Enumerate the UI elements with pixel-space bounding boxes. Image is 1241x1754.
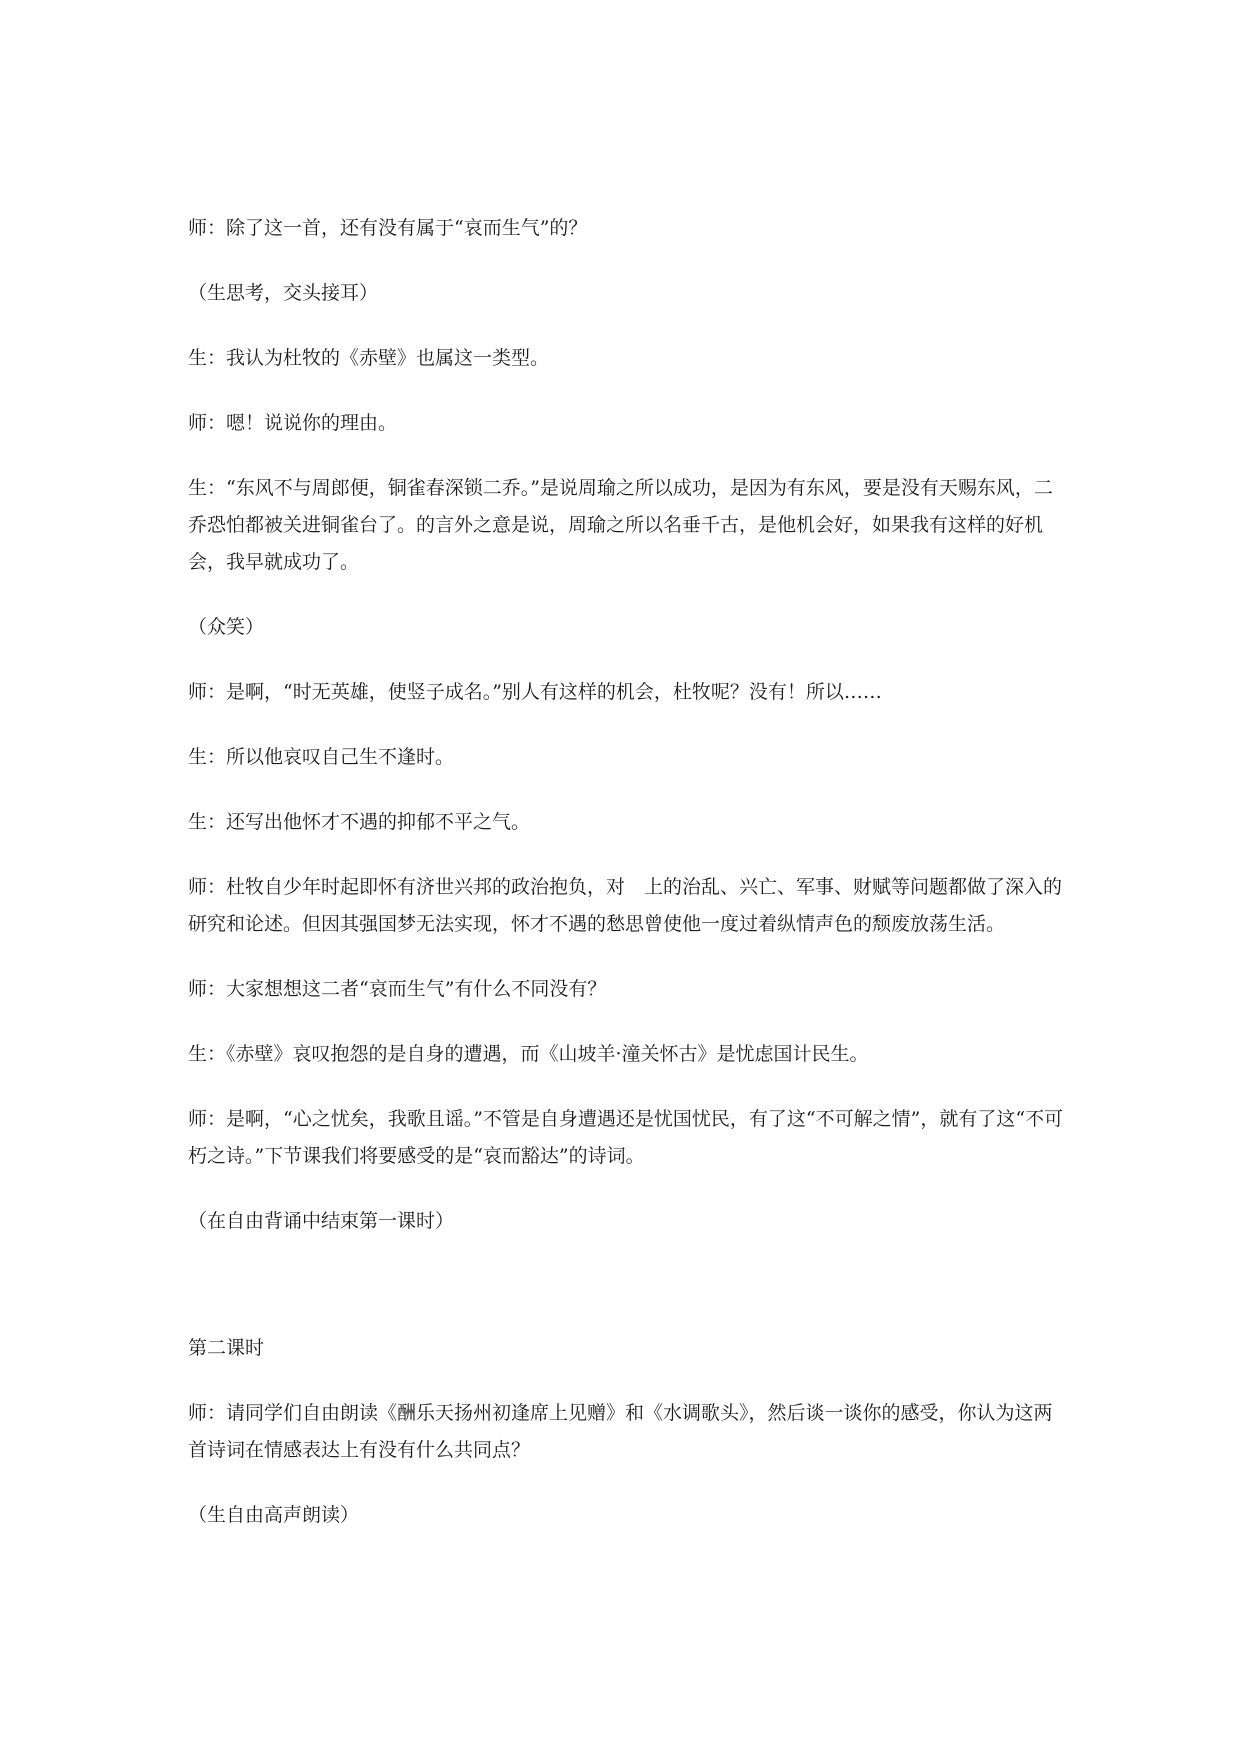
paragraph-stage-direction: （生思考，交头接耳）	[188, 282, 379, 304]
paragraph-teacher-instruction: 师：请同学们自由朗读《酬乐天扬州初逢席上见赠》和《水调歌头》，然后谈一谈你的感受，你认为这两首诗词在情感表达上有没有什么共同点？	[188, 1402, 1053, 1461]
paragraph-student-answer-3: 生：还写出他怀才不遇的抑郁不平之气。	[188, 811, 531, 833]
paragraph-teacher-background: 师：杜牧自少年时起即怀有济世兴邦的政治抱负，对 上的治乱、兴亡、军事、财赋等问题都做了深入的研究和论述。但因其强国梦无法实现，怀才不遇的愁思曾使他一度过着纵情声色的颓废放荡生活。	[188, 876, 1063, 935]
paragraph-teacher-prompt: 师：嗯！说说你的理由。	[188, 412, 398, 434]
paragraph-student-answer-2: 生：所以他哀叹自己生不逢时。	[188, 746, 455, 768]
paragraph-teacher-question-2: 师：大家想想这二者“哀而生气”有什么不同没有？	[188, 978, 607, 1000]
paragraph-stage-direction-reading: （生自由高声朗读）	[188, 1504, 360, 1526]
paragraph-student-comparison: 生：《赤壁》哀叹抱怨的是自身的遭遇，而《山坡羊·潼关怀古》是忧虑国计民生。	[188, 1043, 869, 1065]
section-heading-second-lesson: 第二课时	[188, 1337, 265, 1359]
paragraph-teacher-question: 师：除了这一首，还有没有属于“哀而生气”的？	[188, 217, 588, 239]
document-body	[188, 210, 1068, 1562]
paragraph-student-answer: 生：我认为杜牧的《赤壁》也属这一类型。	[188, 347, 550, 369]
paragraph-student-reason: 生：“东风不与周郎便，铜雀春深锁二乔。”是说周瑜之所以成功，是因为有东风，要是没有天赐东风，二乔恐怕都被关进铜雀台了。的言外之意是说，周瑜之所以名垂千古，是他机会好，如果我有这样的好机会，我早就成功了。	[188, 477, 1053, 573]
paragraph-stage-direction-laughter: （众笑）	[188, 616, 265, 638]
paragraph-stage-direction-end: （在自由背诵中结束第一课时）	[188, 1210, 455, 1232]
paragraph-teacher-comment: 师：是啊，“时无英雄，使竖子成名。”别人有这样的机会，杜牧呢？没有！所以……	[188, 681, 882, 703]
paragraph-teacher-summary: 师：是啊，“心之忧矣，我歌且谣。”不管是自身遭遇还是忧国忧民，有了这“不可解之情”，就有了这“不可朽之诗。”下节课我们将要感受的是“哀而豁达”的诗词。	[188, 1108, 1064, 1167]
